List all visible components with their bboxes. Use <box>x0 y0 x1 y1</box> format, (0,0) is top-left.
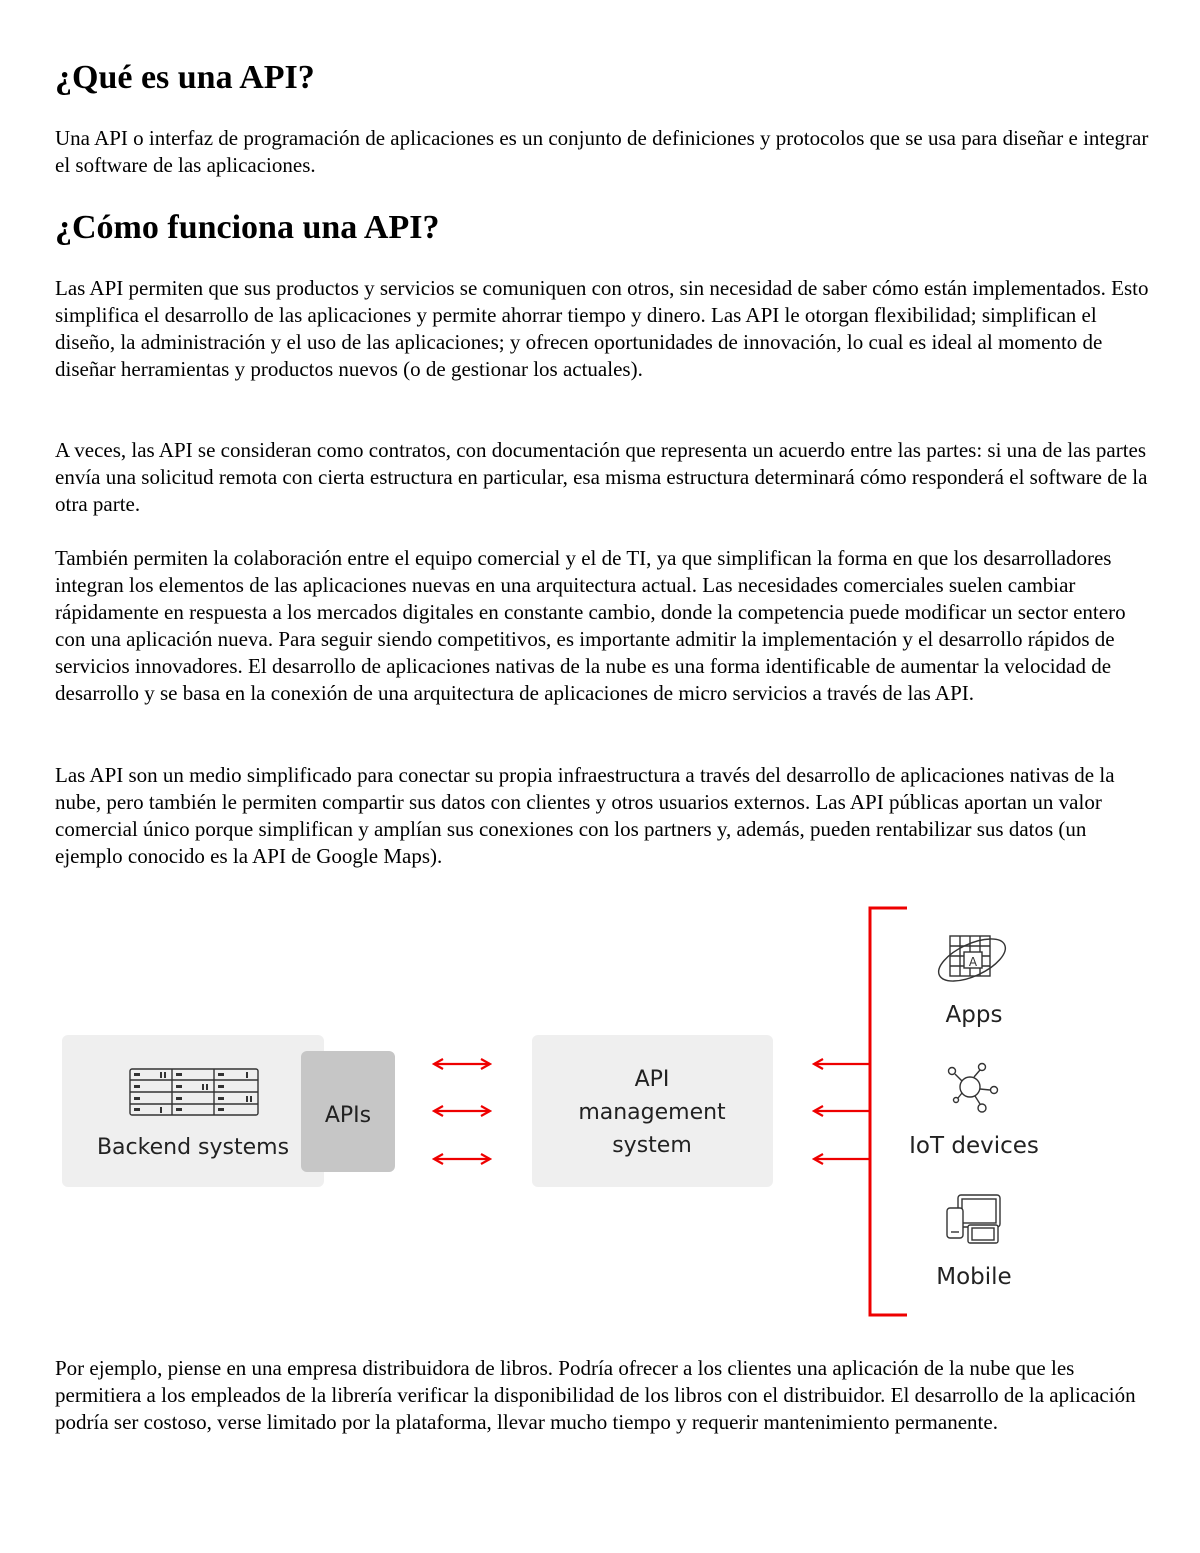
mobile-devices-icon <box>947 1195 1000 1243</box>
apps-label: Apps <box>945 1002 1003 1028</box>
backend-systems-box <box>62 1035 324 1187</box>
management-label-line-3: system <box>612 1133 692 1158</box>
paragraph-ejemplo: Por ejemplo, piense en una empresa distribuidora de libros. Podría ofrecer a los clientes una aplicación de la nube que les permitiera a los empleados de la librería verificar la disponibilidad de los libros con el distribuidor. El desarrollo de la aplicación podría ser costoso, verse limitado por la plataforma, llevar mucho tiempo y requerir mantenimiento permanente. <box>55 1356 1136 1434</box>
clients-bracket <box>870 908 907 1315</box>
paragraph-contratos: A veces, las API se consideran como contratos, con documentación que representa un acuerdo entre las partes: si una de las partes envía una solicitud remota con cierta estructura en particular, esa misma estructura determinará cómo responderá el software de la otra parte. <box>55 438 1148 516</box>
client-arrows <box>814 1064 870 1159</box>
svg-text:A: A <box>968 955 978 969</box>
iot-network-icon <box>949 1064 998 1113</box>
apis-label: APIs <box>324 1103 372 1128</box>
mobile-client <box>936 1195 1011 1290</box>
management-label-line-2: management <box>578 1100 726 1125</box>
paragraph-infraestructura: Las API son un medio simplificado para conectar su propia infraestructura a través del desarrollo de aplicaciones nativas de la nube, pero también le permiten compartir sus datos con clientes y otros usuarios externos. Las API públicas aportan un valor comercial único porque simplifican y amplían sus conexiones con los partners y, además, pueden rentabilizar sus datos (un ejemplo conocido es la API de Google Maps). <box>55 763 1115 868</box>
bidirectional-arrows <box>434 1064 490 1159</box>
backend-systems-label: Backend systems <box>96 1135 290 1160</box>
apps-icon <box>933 930 1012 989</box>
paragraph-beneficios: Las API permiten que sus productos y servicios se comuniquen con otros, sin necesidad de saber cómo están implementados. Esto simplifica el desarrollo de las aplicaciones y permite ahorrar tiempo y dinero. Las API le otorgan flexibilidad; simplifican el diseño, la administración y el uso de las aplicaciones; y ofrecen oportunidades de innovación, lo cual es ideal al momento de diseñar herramientas y productos nuevos (o de gestionar los actuales). <box>55 276 1149 381</box>
apps-client <box>933 930 1012 1028</box>
mobile-label: Mobile <box>936 1264 1012 1290</box>
management-label-line-1: API <box>634 1067 670 1092</box>
paragraph-colaboracion: También permiten la colaboración entre el equipo comercial y el de TI, ya que simplifican la forma en que los desarrolladores integran los elementos de las aplicaciones nuevas en una arquitectura actual. Las necesidades comerciales suelen cambiar rápidamente en respuesta a los mercados digitales en constante cambio, donde la competencia puede modificar un sector entero con una aplicación nueva. Para seguir siendo competitivos, es importante admitir la implementación y el desarrollo rápidos de servicios innovadores. El desarrollo de aplicaciones nativas de la nube es una forma identificable de aumentar la velocidad de desarrollo y se basa en la conexión de una arquitectura de aplicaciones de micro servicios a través de las API. <box>55 546 1126 705</box>
api-management-box <box>532 1035 773 1187</box>
paragraph-definicion: Una API o interfaz de programación de aplicaciones es un conjunto de definiciones y protocolos que se usa para diseñar e integrar el software de las aplicaciones. <box>55 126 1149 177</box>
apis-box <box>301 1051 395 1172</box>
heading-como-funciona: ¿Cómo funciona una API? <box>55 209 440 246</box>
heading-que-es-api: ¿Qué es una API? <box>55 59 315 96</box>
iot-client <box>909 1064 1039 1160</box>
iot-devices-label: IoT devices <box>909 1133 1039 1159</box>
